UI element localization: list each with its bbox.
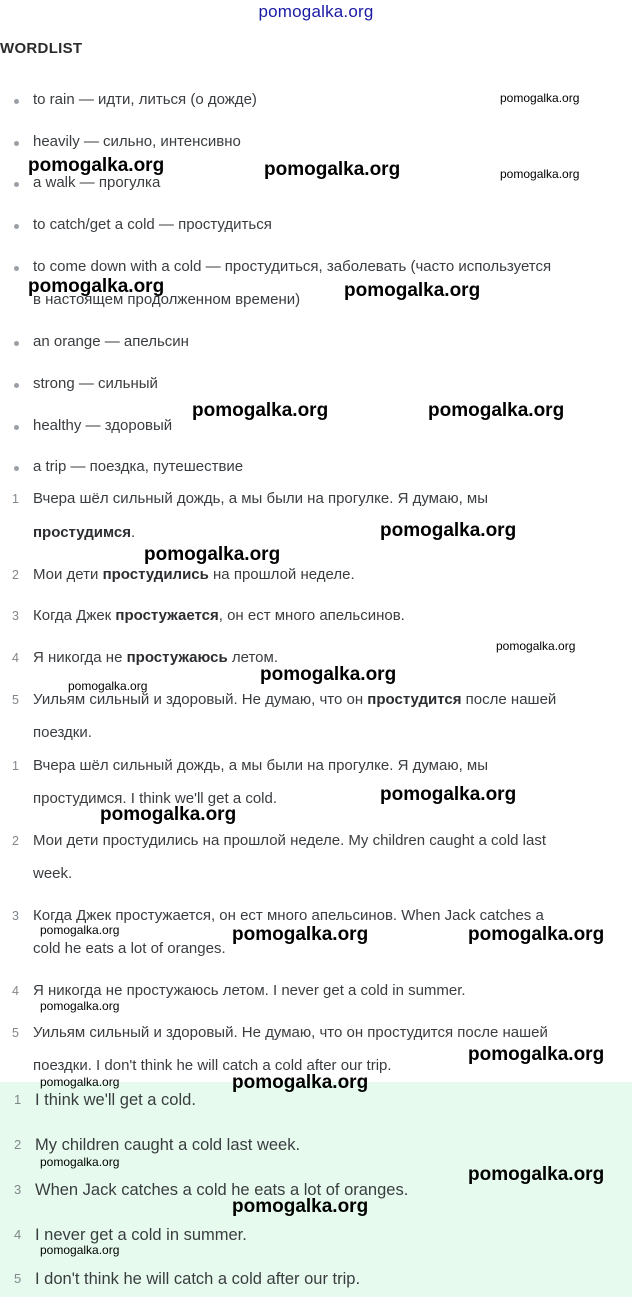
- watermark: pomogalka.org: [144, 544, 281, 565]
- item-number: 3: [12, 609, 19, 623]
- item-number: 5: [12, 693, 19, 707]
- text: после нашей: [461, 691, 557, 708]
- list-item: to come down with a cold — простудиться, заболевать (часто используется: [33, 258, 552, 275]
- list-item: to catch/get a cold — простудиться: [33, 216, 272, 233]
- item-number: 4: [12, 984, 19, 998]
- watermark: pomogalka.org: [232, 924, 369, 945]
- sentence: Вчера шёл сильный дождь, а мы были на прогулке. Я думаю, мы: [33, 490, 488, 507]
- watermark: pomogalka.org: [28, 155, 165, 176]
- watermark: pomogalka.org: [260, 664, 397, 685]
- bullet-icon: [14, 99, 19, 104]
- highlighted-word: простудимся: [33, 524, 131, 541]
- item-number: 4: [12, 651, 19, 665]
- highlighted-word: простудится: [367, 691, 462, 708]
- item-number: 3: [12, 909, 19, 923]
- sentence: Когда Джек простужается, он ест много апельсинов. When Jack catches a: [33, 907, 544, 924]
- watermark: pomogalka.org: [40, 999, 120, 1013]
- text: Когда Джек: [33, 607, 116, 624]
- text: Уильям сильный и здоровый. Не думаю, что он: [33, 691, 368, 708]
- list-item: heavily — сильно, интенсивно: [33, 133, 241, 150]
- text: Мои дети: [33, 566, 103, 583]
- sentence-continuation: поездки. I don't think he will catch a cold after our trip.: [33, 1057, 392, 1074]
- watermark: pomogalka.org: [500, 91, 580, 105]
- list-item: an orange — апельсин: [33, 333, 189, 350]
- watermark: pomogalka.org: [468, 1044, 605, 1065]
- sentence: [33, 690, 556, 710]
- sentence: [33, 606, 405, 626]
- bullet-icon: [14, 141, 19, 146]
- watermark: pomogalka.org: [428, 400, 565, 421]
- watermark: pomogalka.org: [40, 1155, 120, 1169]
- highlighted-word: простужаюсь: [126, 649, 228, 666]
- text: .: [130, 524, 136, 541]
- bullet-icon: [14, 182, 19, 187]
- sentence-continuation: [33, 523, 135, 543]
- watermark: pomogalka.org: [40, 1243, 120, 1257]
- text: , он ест много апельсинов.: [218, 607, 405, 624]
- sentence: Мои дети простудились на прошлой неделе. My children caught a cold last: [33, 832, 547, 849]
- answer: I don't think he will catch a cold after our trip.: [35, 1270, 361, 1288]
- answer: I think we'll get a cold.: [35, 1091, 196, 1109]
- item-number: 1: [14, 1092, 22, 1107]
- watermark: pomogalka.org: [264, 159, 401, 180]
- watermark: pomogalka.org: [192, 400, 329, 421]
- answer: My children caught a cold last week.: [35, 1136, 301, 1154]
- list-item: to rain — идти, литься (о дожде): [33, 91, 257, 108]
- item-number: 4: [14, 1227, 22, 1242]
- item-number: 5: [12, 1026, 19, 1040]
- text: на прошлой неделе.: [208, 566, 355, 583]
- text: летом.: [227, 649, 279, 666]
- bullet-icon: [14, 466, 19, 471]
- list-item-continuation: в настоящем продолженном времени): [33, 291, 301, 308]
- sentence: Вчера шёл сильный дождь, а мы были на прогулке. Я думаю, мы: [33, 757, 488, 774]
- sentence-continuation: поездки.: [33, 724, 92, 741]
- watermark: pomogalka.org: [40, 1075, 120, 1089]
- watermark: pomogalka.org: [40, 923, 120, 937]
- answer: I never get a cold in summer.: [35, 1226, 247, 1244]
- watermark: pomogalka.org: [380, 784, 517, 805]
- site-header[interactable]: pomogalka.org: [258, 2, 374, 21]
- watermark: pomogalka.org: [496, 639, 576, 653]
- watermark: pomogalka.org: [500, 167, 580, 181]
- bullet-icon: [14, 224, 19, 229]
- watermark: pomogalka.org: [232, 1072, 369, 1093]
- bullet-icon: [14, 383, 19, 388]
- item-number: 5: [14, 1271, 22, 1286]
- watermark: pomogalka.org: [468, 1164, 605, 1185]
- item-number: 1: [12, 492, 19, 506]
- highlighted-word: простудились: [102, 566, 209, 583]
- watermark: pomogalka.org: [232, 1196, 369, 1217]
- list-item: healthy — здоровый: [33, 417, 173, 434]
- sentence: Уильям сильный и здоровый. Не думаю, что он простудится после нашей: [33, 1024, 548, 1041]
- watermark: pomogalka.org: [344, 280, 481, 301]
- watermark: pomogalka.org: [380, 520, 517, 541]
- watermark: pomogalka.org: [28, 276, 165, 297]
- sentence-continuation: простудимся. I think we'll get a cold.: [33, 790, 278, 807]
- item-number: 3: [14, 1182, 22, 1197]
- wordlist-heading: WORDLIST: [0, 40, 83, 57]
- sentence: Я никогда не простужаюсь летом. I never get a cold in summer.: [33, 982, 466, 999]
- sentence-continuation: week.: [33, 865, 73, 882]
- watermark: pomogalka.org: [468, 924, 605, 945]
- item-number: 2: [14, 1137, 22, 1152]
- list-item: a trip — поездка, путешествие: [33, 458, 244, 475]
- item-number: 2: [12, 834, 19, 848]
- sentence-continuation: cold he eats a lot of oranges.: [33, 940, 226, 957]
- list-item: strong — сильный: [33, 375, 158, 392]
- watermark: pomogalka.org: [100, 804, 237, 825]
- sentence: [33, 565, 355, 585]
- item-number: 2: [12, 568, 19, 582]
- text: Я никогда не: [33, 649, 127, 666]
- watermark: pomogalka.org: [68, 679, 148, 693]
- bullet-icon: [14, 341, 19, 346]
- bullet-icon: [14, 266, 19, 271]
- list-item: a walk — прогулка: [33, 174, 161, 191]
- highlighted-word: простужается: [115, 607, 219, 624]
- sentence: [33, 648, 278, 668]
- item-number: 1: [12, 759, 19, 773]
- bullet-icon: [14, 425, 19, 430]
- answer: When Jack catches a cold he eats a lot of oranges.: [35, 1181, 409, 1199]
